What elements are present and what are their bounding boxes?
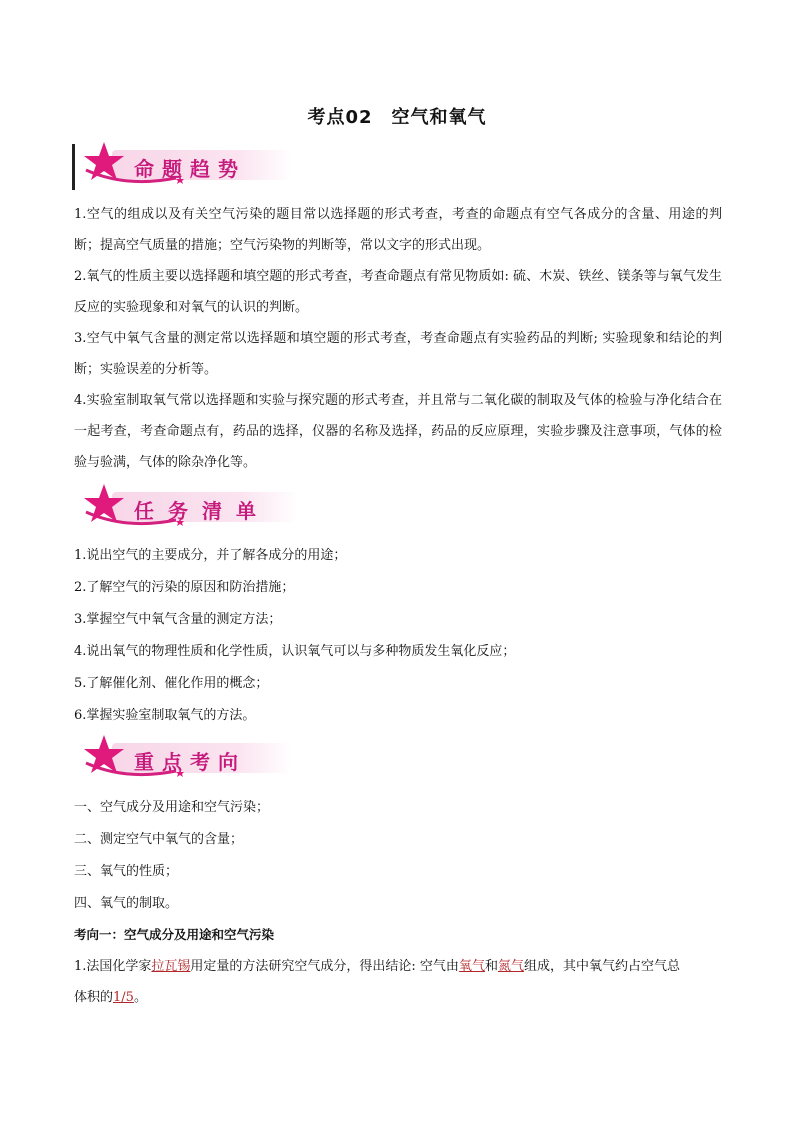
task-item: 2.了解空气的污染的原因和防治措施； [74, 580, 295, 595]
trend-paragraph-4: 4.实验室制取氧气常以选择题和实验与探究题的形式考查，并且常与二氧化碳的制取及气体的检验与净化结合在一起考查，考查命题点有，药品的选择，仪器的名称及选择，药品的反应原理，实验步骤及注意事项，气体的检验与验满，气体的除杂净化等。 [74, 393, 722, 470]
focus-item: 二、测定空气中氧气的含量； [74, 832, 244, 847]
section-banner-trend [72, 144, 272, 192]
focus-subheading: 考向一：空气成分及用途和空气污染 [74, 927, 275, 942]
section-banner-focus [72, 737, 272, 785]
banner-label: 命题趋势 [134, 157, 246, 181]
answer-blank: 拉瓦锡 [151, 959, 191, 974]
statement-text: 1.法国化学家 [74, 959, 152, 974]
answer-blank: 1/5 [113, 990, 134, 1005]
task-item: 3.掌握空气中氧气含量的测定方法； [74, 612, 282, 627]
trend-paragraph-1: 1.空气的组成以及有关空气污染的题目常以选择题的形式考查，考查的命题点有空气各成分的含量、用途的判断；提高空气质量的措施；空气污染物的判断等，常以文字的形式出现。 [74, 207, 722, 253]
focus-statement-line-1 [74, 957, 722, 977]
statement-text: 组成，其中氧气约占空气总 [523, 959, 680, 974]
banner-label: 重点考向 [134, 750, 246, 774]
banner-label: 任务清单 [134, 499, 270, 523]
task-item: 5.了解催化剂、催化作用的概念； [74, 676, 269, 691]
task-item: 6.掌握实验室制取氧气的方法。 [74, 708, 256, 723]
trend-paragraph-3: 3.空气中氧气含量的测定常以选择题和填空题的形式考查，考查命题点有实验药品的判断; 实验现象和结论的判断；实验误差的分析等。 [74, 331, 722, 377]
focus-item: 一、空气成分及用途和空气污染； [74, 800, 270, 815]
section-banner-tasks [72, 486, 272, 534]
answer-blank: 氧气 [458, 959, 485, 974]
task-item: 4.说出氧气的物理性质和化学性质，认识氧气可以与多种物质发生氧化反应； [74, 644, 516, 659]
banner-divider [72, 144, 75, 190]
focus-statement-line-2 [74, 988, 722, 1008]
answer-blank: 氮气 [497, 959, 524, 974]
trend-paragraph-2: 2.氧气的性质主要以选择题和填空题的形式考查，考查命题点有常见物质如: 硫、木炭、铁丝、镁条等与氧气发生反应的实验现象和对氧气的认识的判断。 [74, 269, 722, 315]
page-title: 考点02 空气和氧气 [307, 107, 487, 128]
focus-item: 四、氧气的制取。 [74, 896, 179, 911]
statement-text: 体积的 [74, 990, 114, 1005]
task-item: 1.说出空气的主要成分，并了解各成分的用途； [74, 548, 347, 563]
focus-item: 三、氧气的性质； [74, 864, 179, 879]
statement-text: 用定量的方法研究空气成分，得出结论: 空气由 [190, 959, 459, 974]
statement-text: 。 [133, 990, 147, 1005]
statement-text: 和 [484, 959, 498, 974]
